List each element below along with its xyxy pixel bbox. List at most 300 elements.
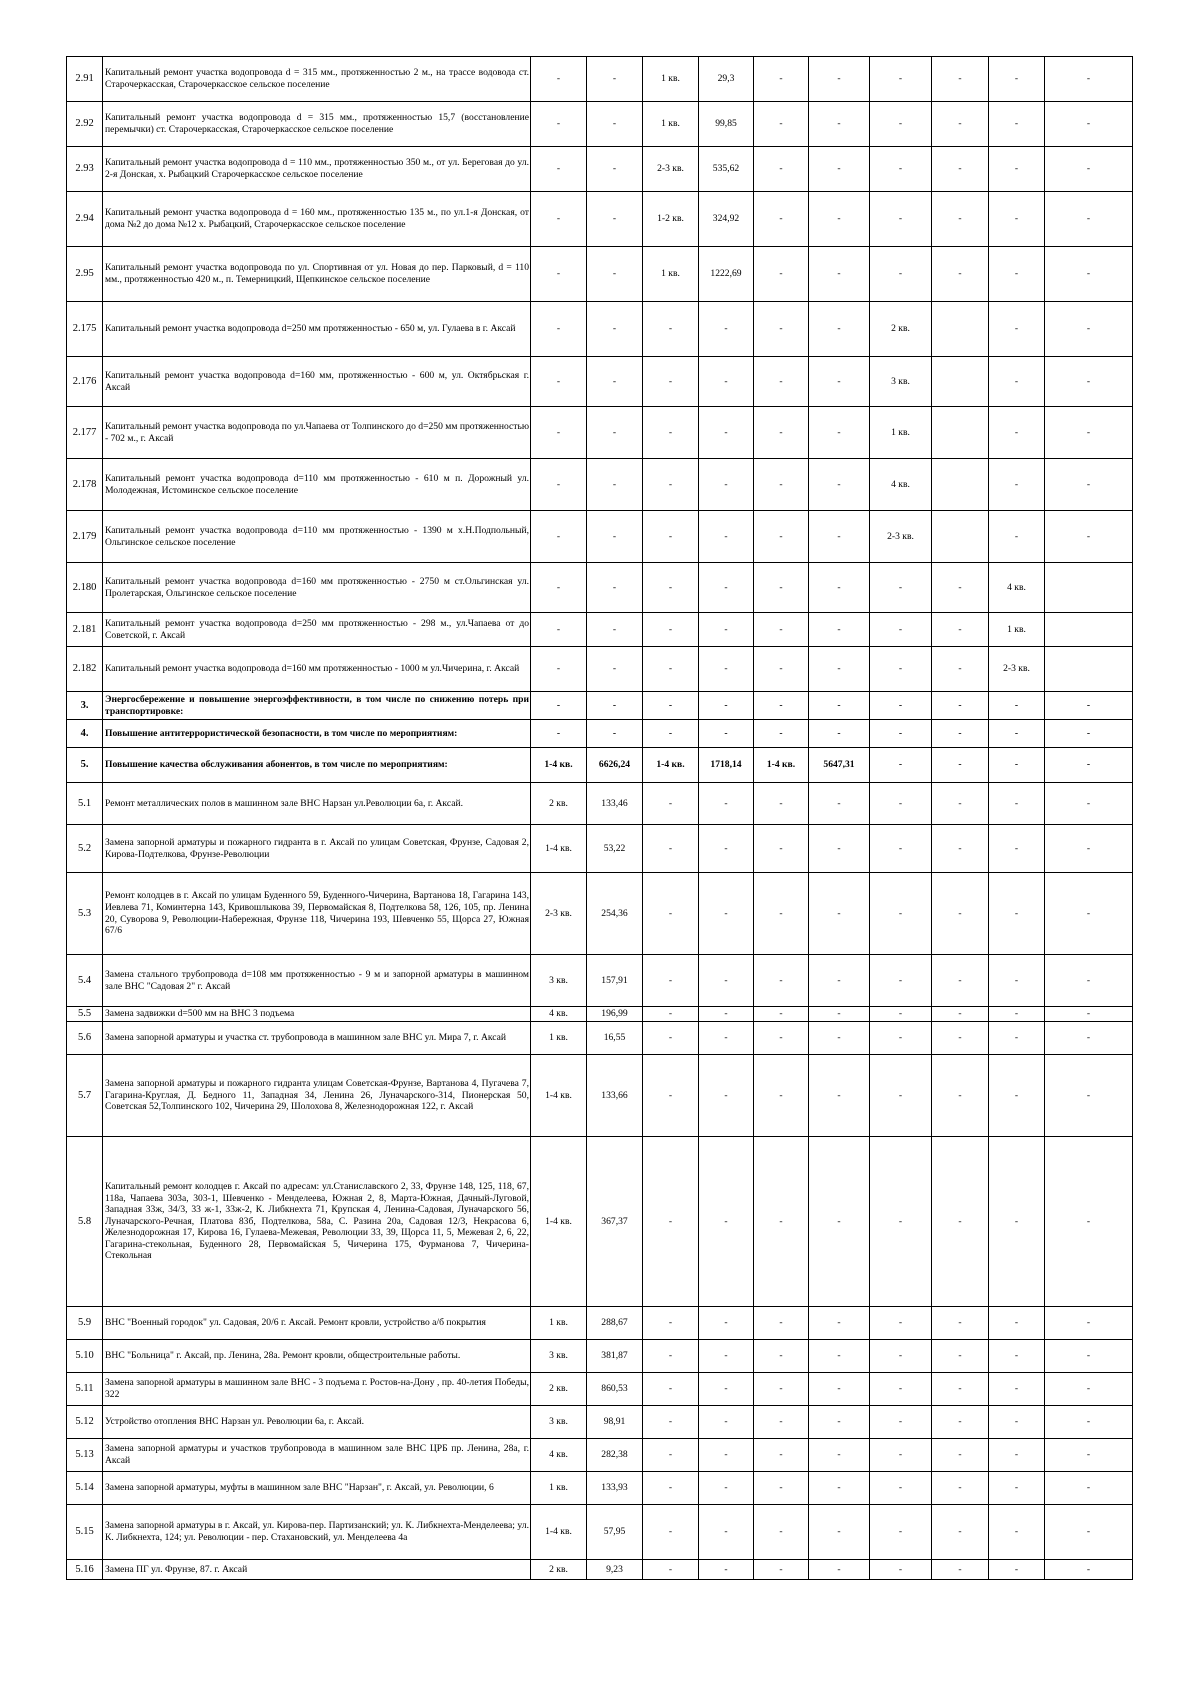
row-description: Капитальный ремонт участка водопровода d = 315 мм., протяженностью 15,7 (восстановление перемычки) ст. Старочеркасская, Старочеркасское сельское поселение [103, 102, 531, 147]
row-cell-1: - [531, 192, 587, 247]
row-cell-6: - [809, 1340, 870, 1373]
row-cell-8 [932, 459, 989, 511]
row-cell-2: - [587, 563, 643, 613]
row-number: 5.5 [67, 1007, 103, 1022]
row-cell-8 [932, 302, 989, 357]
row-description: Капитальный ремонт участка водопровода d=110 мм протяженностью - 1390 м х.Н.Подпольный, Ольгинское сельское поселение [103, 511, 531, 563]
row-number: 5.6 [67, 1022, 103, 1055]
row-cell-8: - [932, 1406, 989, 1439]
row-cell-5: - [754, 357, 809, 407]
row-cell-2: 157,91 [587, 955, 643, 1007]
row-cell-8: - [932, 147, 989, 192]
row-cell-6: - [809, 955, 870, 1007]
row-cell-10: - [1045, 511, 1133, 563]
row-cell-9: - [989, 1340, 1045, 1373]
row-cell-3: - [643, 647, 699, 692]
row-cell-9: - [989, 1137, 1045, 1307]
row-cell-4: - [699, 511, 754, 563]
row-cell-2: 288,67 [587, 1307, 643, 1340]
row-cell-1: 4 кв. [531, 1439, 587, 1472]
row-number: 2.178 [67, 459, 103, 511]
row-cell-10: - [1045, 302, 1133, 357]
row-cell-8: - [932, 613, 989, 647]
table-row [67, 147, 1133, 192]
row-description: Ремонт колодцев в г. Аксай по улицам Буденного 59, Буденного-Чичерина, Вартанова 18, Гагарина 143, Иевлева 71, Коминтерна 143, Кривошлыкова 39, Первомайская 8, Подтелкова 58, 126, 105, пр. Ленина 20, Суворова 9, Революции-Набережная, Фрунзе 118, Чичерина 193, Шевченко 55, Щорса 27, Южная 67/6 [103, 873, 531, 955]
row-cell-2: 254,36 [587, 873, 643, 955]
row-cell-9: - [989, 1022, 1045, 1055]
row-cell-1: 1-4 кв. [531, 748, 587, 783]
table-row [67, 825, 1133, 873]
row-cell-2: 9,23 [587, 1560, 643, 1580]
row-cell-10: - [1045, 825, 1133, 873]
row-cell-8: - [932, 720, 989, 748]
row-cell-7: 2 кв. [870, 302, 932, 357]
row-cell-5: - [754, 647, 809, 692]
table-row [67, 357, 1133, 407]
table-row [67, 1373, 1133, 1406]
row-number: 5.1 [67, 783, 103, 825]
row-cell-6: - [809, 147, 870, 192]
row-cell-4: - [699, 955, 754, 1007]
row-cell-9: 4 кв. [989, 563, 1045, 613]
row-cell-7: - [870, 1406, 932, 1439]
row-cell-2: - [587, 357, 643, 407]
row-cell-2: - [587, 407, 643, 459]
row-cell-8 [932, 511, 989, 563]
row-description: Замена запорной арматуры в машинном зале ВНС - 3 подъема г. Ростов-на-Дону , пр. 40-летия Победы, 322 [103, 1373, 531, 1406]
row-cell-2: 53,22 [587, 825, 643, 873]
row-cell-6: - [809, 407, 870, 459]
row-cell-5: - [754, 302, 809, 357]
row-cell-4: - [699, 1373, 754, 1406]
row-cell-6: - [809, 1137, 870, 1307]
row-cell-6: - [809, 692, 870, 720]
row-cell-8: - [932, 692, 989, 720]
row-number: 4. [67, 720, 103, 748]
row-cell-6: 5647,31 [809, 748, 870, 783]
row-cell-3: - [643, 1472, 699, 1505]
row-cell-8: - [932, 1007, 989, 1022]
row-cell-10: - [1045, 57, 1133, 102]
row-cell-7: - [870, 1560, 932, 1580]
row-cell-1: - [531, 511, 587, 563]
row-cell-6: - [809, 783, 870, 825]
row-cell-9: - [989, 748, 1045, 783]
row-cell-1: - [531, 720, 587, 748]
row-cell-8: - [932, 647, 989, 692]
row-cell-10: - [1045, 955, 1133, 1007]
row-cell-4: 1222,69 [699, 247, 754, 302]
row-cell-8: - [932, 748, 989, 783]
row-cell-8: - [932, 1022, 989, 1055]
row-cell-9: - [989, 1055, 1045, 1137]
table-row [67, 1307, 1133, 1340]
row-cell-1: - [531, 613, 587, 647]
row-cell-5: - [754, 147, 809, 192]
row-cell-8: - [932, 783, 989, 825]
row-cell-10: - [1045, 407, 1133, 459]
row-description: Замена запорной арматуры и участков трубопровода в машинном зале ВНС ЦРБ пр. Ленина, 28а, г. Аксай [103, 1439, 531, 1472]
row-cell-9: - [989, 459, 1045, 511]
table-row [67, 102, 1133, 147]
row-number: 2.177 [67, 407, 103, 459]
row-cell-7: - [870, 748, 932, 783]
row-cell-2: - [587, 57, 643, 102]
row-cell-2: 860,53 [587, 1373, 643, 1406]
table-row [67, 647, 1133, 692]
row-description: ВНС "Больница" г. Аксай, пр. Ленина, 28а. Ремонт кровли, общестроительные работы. [103, 1340, 531, 1373]
row-number: 5.16 [67, 1560, 103, 1580]
row-cell-10: - [1045, 692, 1133, 720]
row-cell-3: - [643, 1137, 699, 1307]
row-number: 5.13 [67, 1439, 103, 1472]
row-cell-9: 2-3 кв. [989, 647, 1045, 692]
row-number: 5.3 [67, 873, 103, 955]
row-cell-1: 4 кв. [531, 1007, 587, 1022]
row-cell-5: - [754, 1307, 809, 1340]
row-description: Капитальный ремонт участка водопровода d=160 мм, протяженностью - 600 м, ул. Октябрьская г. Аксай [103, 357, 531, 407]
row-number: 2.182 [67, 647, 103, 692]
table-row [67, 563, 1133, 613]
row-cell-7: - [870, 720, 932, 748]
row-cell-7: - [870, 247, 932, 302]
table-row [67, 1406, 1133, 1439]
row-cell-4: - [699, 1406, 754, 1439]
row-description: Капитальный ремонт участка водопровода d=250 мм протяженностью - 650 м, ул. Гулаева в г. Аксай [103, 302, 531, 357]
row-cell-4: 535,62 [699, 147, 754, 192]
row-cell-2: - [587, 147, 643, 192]
row-cell-4: - [699, 647, 754, 692]
row-cell-9: - [989, 1007, 1045, 1022]
row-cell-10 [1045, 563, 1133, 613]
measures-table [66, 56, 1133, 1580]
row-cell-10 [1045, 613, 1133, 647]
row-cell-5: - [754, 563, 809, 613]
row-cell-4: - [699, 783, 754, 825]
row-cell-8 [932, 357, 989, 407]
row-cell-8: - [932, 1307, 989, 1340]
row-cell-10: - [1045, 1307, 1133, 1340]
row-cell-6: - [809, 192, 870, 247]
row-cell-7: - [870, 783, 932, 825]
row-cell-6: - [809, 1560, 870, 1580]
row-cell-4: - [699, 873, 754, 955]
row-description: Замена запорной арматуры в г. Аксай, ул. Кирова-пер. Партизанский; ул. К. Либкнехта-Менделеева; ул. К. Либкнехта, 124; ул. Революции - пер. Стахановский, ул. Менделеева 4а [103, 1505, 531, 1560]
row-cell-3: - [643, 873, 699, 955]
row-cell-3: - [643, 511, 699, 563]
row-cell-9: - [989, 192, 1045, 247]
row-cell-5: - [754, 1007, 809, 1022]
row-cell-8: - [932, 102, 989, 147]
row-cell-5: - [754, 873, 809, 955]
table-row [67, 955, 1133, 1007]
row-description: Повышение качества обслуживания абонентов, в том числе по мероприятиям: [103, 748, 531, 783]
row-number: 3. [67, 692, 103, 720]
row-cell-1: 1 кв. [531, 1022, 587, 1055]
row-cell-10: - [1045, 357, 1133, 407]
row-cell-3: - [643, 1340, 699, 1373]
row-number: 2.93 [67, 147, 103, 192]
row-cell-6: - [809, 1022, 870, 1055]
row-number: 2.91 [67, 57, 103, 102]
row-cell-9: - [989, 1373, 1045, 1406]
row-cell-9: - [989, 102, 1045, 147]
row-cell-3: - [643, 1560, 699, 1580]
row-cell-1: 2 кв. [531, 1373, 587, 1406]
row-number: 2.179 [67, 511, 103, 563]
row-cell-9: - [989, 720, 1045, 748]
row-cell-3: 1-2 кв. [643, 192, 699, 247]
row-description: ВНС "Военный городок" ул. Садовая, 20/6 г. Аксай. Ремонт кровли, устройство а/б покрытия [103, 1307, 531, 1340]
row-cell-6: - [809, 720, 870, 748]
row-cell-6: - [809, 1307, 870, 1340]
row-cell-1: - [531, 357, 587, 407]
row-cell-9: - [989, 1439, 1045, 1472]
row-cell-2: 133,66 [587, 1055, 643, 1137]
row-description: Капитальный ремонт участка водопровода по ул. Спортивная от ул. Новая до пер. Парковый, d = 110 мм., протяженностью 420 м., п. Темерницкий, Щепкинское сельское поселение [103, 247, 531, 302]
row-cell-2: 367,37 [587, 1137, 643, 1307]
row-cell-10: - [1045, 1560, 1133, 1580]
row-cell-8: - [932, 1373, 989, 1406]
row-cell-9: - [989, 873, 1045, 955]
row-cell-3: - [643, 720, 699, 748]
row-cell-8: - [932, 247, 989, 302]
row-cell-9: - [989, 302, 1045, 357]
row-description: Капитальный ремонт участка водопровода d=160 мм протяженностью - 2750 м ст.Ольгинская ул. Пролетарская, Ольгинское сельское поселение [103, 563, 531, 613]
row-cell-7: 3 кв. [870, 357, 932, 407]
row-cell-2: 381,87 [587, 1340, 643, 1373]
row-cell-5: - [754, 247, 809, 302]
row-cell-2: 282,38 [587, 1439, 643, 1472]
row-cell-7: - [870, 873, 932, 955]
row-cell-8: - [932, 1560, 989, 1580]
row-cell-9: - [989, 511, 1045, 563]
row-cell-3: - [643, 1007, 699, 1022]
row-cell-9: - [989, 357, 1045, 407]
row-cell-3: 1 кв. [643, 57, 699, 102]
row-cell-4: 1718,14 [699, 748, 754, 783]
row-cell-7: 4 кв. [870, 459, 932, 511]
row-cell-10: - [1045, 1340, 1133, 1373]
row-description: Замена ПГ ул. Фрунзе, 87. г. Аксай [103, 1560, 531, 1580]
row-description: Повышение антитеррористической безопасности, в том числе по мероприятиям: [103, 720, 531, 748]
row-cell-5: - [754, 1439, 809, 1472]
table-row [67, 1055, 1133, 1137]
row-cell-4: - [699, 1022, 754, 1055]
row-cell-6: - [809, 102, 870, 147]
row-cell-2: 6626,24 [587, 748, 643, 783]
row-cell-9: - [989, 825, 1045, 873]
row-cell-7: 2-3 кв. [870, 511, 932, 563]
row-cell-2: 133,46 [587, 783, 643, 825]
row-cell-5: - [754, 407, 809, 459]
row-cell-6: - [809, 1055, 870, 1137]
row-cell-3: - [643, 825, 699, 873]
row-cell-10: - [1045, 1439, 1133, 1472]
row-number: 2.175 [67, 302, 103, 357]
row-number: 2.176 [67, 357, 103, 407]
row-description: Замена задвижки d=500 мм на ВНС 3 подъема [103, 1007, 531, 1022]
row-description: Капитальный ремонт участка водопровода d=110 мм протяженностью - 610 м п. Дорожный ул. Молодежная, Истоминское сельское поселение [103, 459, 531, 511]
row-cell-4: - [699, 563, 754, 613]
row-cell-7: - [870, 1137, 932, 1307]
table-row [67, 302, 1133, 357]
row-cell-7: - [870, 57, 932, 102]
row-cell-7: 1 кв. [870, 407, 932, 459]
table-row [67, 748, 1133, 783]
row-description: Капитальный ремонт участка водопровода по ул.Чапаева от Толпинского до d=250 мм протяженностью - 702 м., г. Аксай [103, 407, 531, 459]
row-cell-6: - [809, 459, 870, 511]
row-cell-4: 29,3 [699, 57, 754, 102]
row-description: Энергосбережение и повышение энергоэффективности, в том числе по снижению потерь при транспортировке: [103, 692, 531, 720]
row-cell-6: - [809, 1007, 870, 1022]
row-cell-4: - [699, 720, 754, 748]
row-cell-1: - [531, 147, 587, 192]
row-cell-4: - [699, 1055, 754, 1137]
row-cell-7: - [870, 192, 932, 247]
row-cell-4: - [699, 1340, 754, 1373]
row-cell-4: - [699, 357, 754, 407]
row-cell-4: - [699, 407, 754, 459]
row-cell-5: - [754, 57, 809, 102]
row-cell-10: - [1045, 192, 1133, 247]
row-number: 5.10 [67, 1340, 103, 1373]
table-row [67, 783, 1133, 825]
row-cell-1: - [531, 407, 587, 459]
row-cell-9: - [989, 57, 1045, 102]
table-row [67, 192, 1133, 247]
row-number: 5. [67, 748, 103, 783]
row-cell-10: - [1045, 720, 1133, 748]
row-cell-8: - [932, 1055, 989, 1137]
row-cell-4: - [699, 302, 754, 357]
row-cell-6: - [809, 873, 870, 955]
row-cell-5: - [754, 1505, 809, 1560]
row-cell-6: - [809, 1406, 870, 1439]
row-cell-10: - [1045, 1007, 1133, 1022]
table-row [67, 873, 1133, 955]
row-cell-2: - [587, 459, 643, 511]
row-cell-7: - [870, 147, 932, 192]
row-cell-9: - [989, 407, 1045, 459]
row-description: Устройство отопления ВНС Нарзан ул. Революции 6а, г. Аксай. [103, 1406, 531, 1439]
row-number: 5.15 [67, 1505, 103, 1560]
row-cell-7: - [870, 647, 932, 692]
row-cell-8: - [932, 57, 989, 102]
row-cell-5: - [754, 1340, 809, 1373]
row-cell-5: - [754, 459, 809, 511]
table-row [67, 1472, 1133, 1505]
row-cell-1: 2 кв. [531, 783, 587, 825]
row-cell-7: - [870, 1055, 932, 1137]
row-cell-7: - [870, 102, 932, 147]
row-cell-6: - [809, 613, 870, 647]
row-cell-2: - [587, 247, 643, 302]
row-cell-6: - [809, 57, 870, 102]
row-description: Замена стального трубопровода d=108 мм протяженностью - 9 м и запорной арматуры в машинном зале ВНС "Садовая 2" г. Аксай [103, 955, 531, 1007]
row-cell-8: - [932, 1505, 989, 1560]
table-row [67, 1505, 1133, 1560]
row-cell-7: - [870, 1472, 932, 1505]
row-number: 5.2 [67, 825, 103, 873]
row-description: Замена запорной арматуры и пожарного гидранта в г. Аксай по улицам Советская, Фрунзе, Садовая 2, Кирова-Подтелкова, Фрунзе-Революции [103, 825, 531, 873]
row-cell-5: 1-4 кв. [754, 748, 809, 783]
row-cell-9: 1 кв. [989, 613, 1045, 647]
row-cell-5: - [754, 955, 809, 1007]
row-cell-3: - [643, 1406, 699, 1439]
row-cell-1: 3 кв. [531, 955, 587, 1007]
row-cell-7: - [870, 1022, 932, 1055]
row-cell-8 [932, 407, 989, 459]
table-row [67, 720, 1133, 748]
row-cell-3: 1-4 кв. [643, 748, 699, 783]
row-cell-10: - [1045, 1472, 1133, 1505]
table-row [67, 407, 1133, 459]
row-cell-9: - [989, 1472, 1045, 1505]
row-cell-7: - [870, 825, 932, 873]
row-number: 2.92 [67, 102, 103, 147]
row-cell-3: - [643, 1505, 699, 1560]
row-cell-7: - [870, 613, 932, 647]
row-cell-2: 196,99 [587, 1007, 643, 1022]
row-cell-6: - [809, 247, 870, 302]
row-cell-3: - [643, 563, 699, 613]
row-cell-5: - [754, 1406, 809, 1439]
row-cell-10: - [1045, 1137, 1133, 1307]
row-description: Капитальный ремонт участка водопровода d=250 мм протяженностью - 298 м., ул.Чапаева от до Советской, г. Аксай [103, 613, 531, 647]
row-cell-6: - [809, 1373, 870, 1406]
row-cell-9: - [989, 1560, 1045, 1580]
row-cell-7: - [870, 1373, 932, 1406]
row-description: Ремонт металлических полов в машинном зале ВНС Нарзан ул.Революции 6а, г. Аксай. [103, 783, 531, 825]
row-cell-2: 133,93 [587, 1472, 643, 1505]
row-number: 5.7 [67, 1055, 103, 1137]
row-cell-4: - [699, 1307, 754, 1340]
row-cell-5: - [754, 102, 809, 147]
row-description: Замена запорной арматуры, муфты в машинном зале ВНС "Нарзан", г. Аксай, ул. Революции, 6 [103, 1472, 531, 1505]
row-cell-5: - [754, 192, 809, 247]
row-cell-5: - [754, 1055, 809, 1137]
row-cell-3: - [643, 1055, 699, 1137]
row-cell-1: 1 кв. [531, 1472, 587, 1505]
row-cell-1: - [531, 102, 587, 147]
row-cell-1: 3 кв. [531, 1340, 587, 1373]
row-number: 5.11 [67, 1373, 103, 1406]
row-cell-6: - [809, 1505, 870, 1560]
row-cell-2: - [587, 192, 643, 247]
row-cell-1: - [531, 692, 587, 720]
row-cell-9: - [989, 783, 1045, 825]
row-cell-1: - [531, 302, 587, 357]
row-cell-7: - [870, 692, 932, 720]
row-cell-6: - [809, 511, 870, 563]
row-cell-2: - [587, 302, 643, 357]
row-cell-1: - [531, 459, 587, 511]
table-row [67, 1007, 1133, 1022]
row-cell-1: 1 кв. [531, 1307, 587, 1340]
table-row [67, 511, 1133, 563]
table-row [67, 1340, 1133, 1373]
row-cell-3: 1 кв. [643, 102, 699, 147]
row-cell-7: - [870, 955, 932, 1007]
row-cell-5: - [754, 1022, 809, 1055]
row-cell-3: - [643, 783, 699, 825]
row-cell-2: - [587, 647, 643, 692]
row-cell-2: - [587, 692, 643, 720]
row-cell-10 [1045, 647, 1133, 692]
row-cell-5: - [754, 613, 809, 647]
row-cell-10: - [1045, 783, 1133, 825]
